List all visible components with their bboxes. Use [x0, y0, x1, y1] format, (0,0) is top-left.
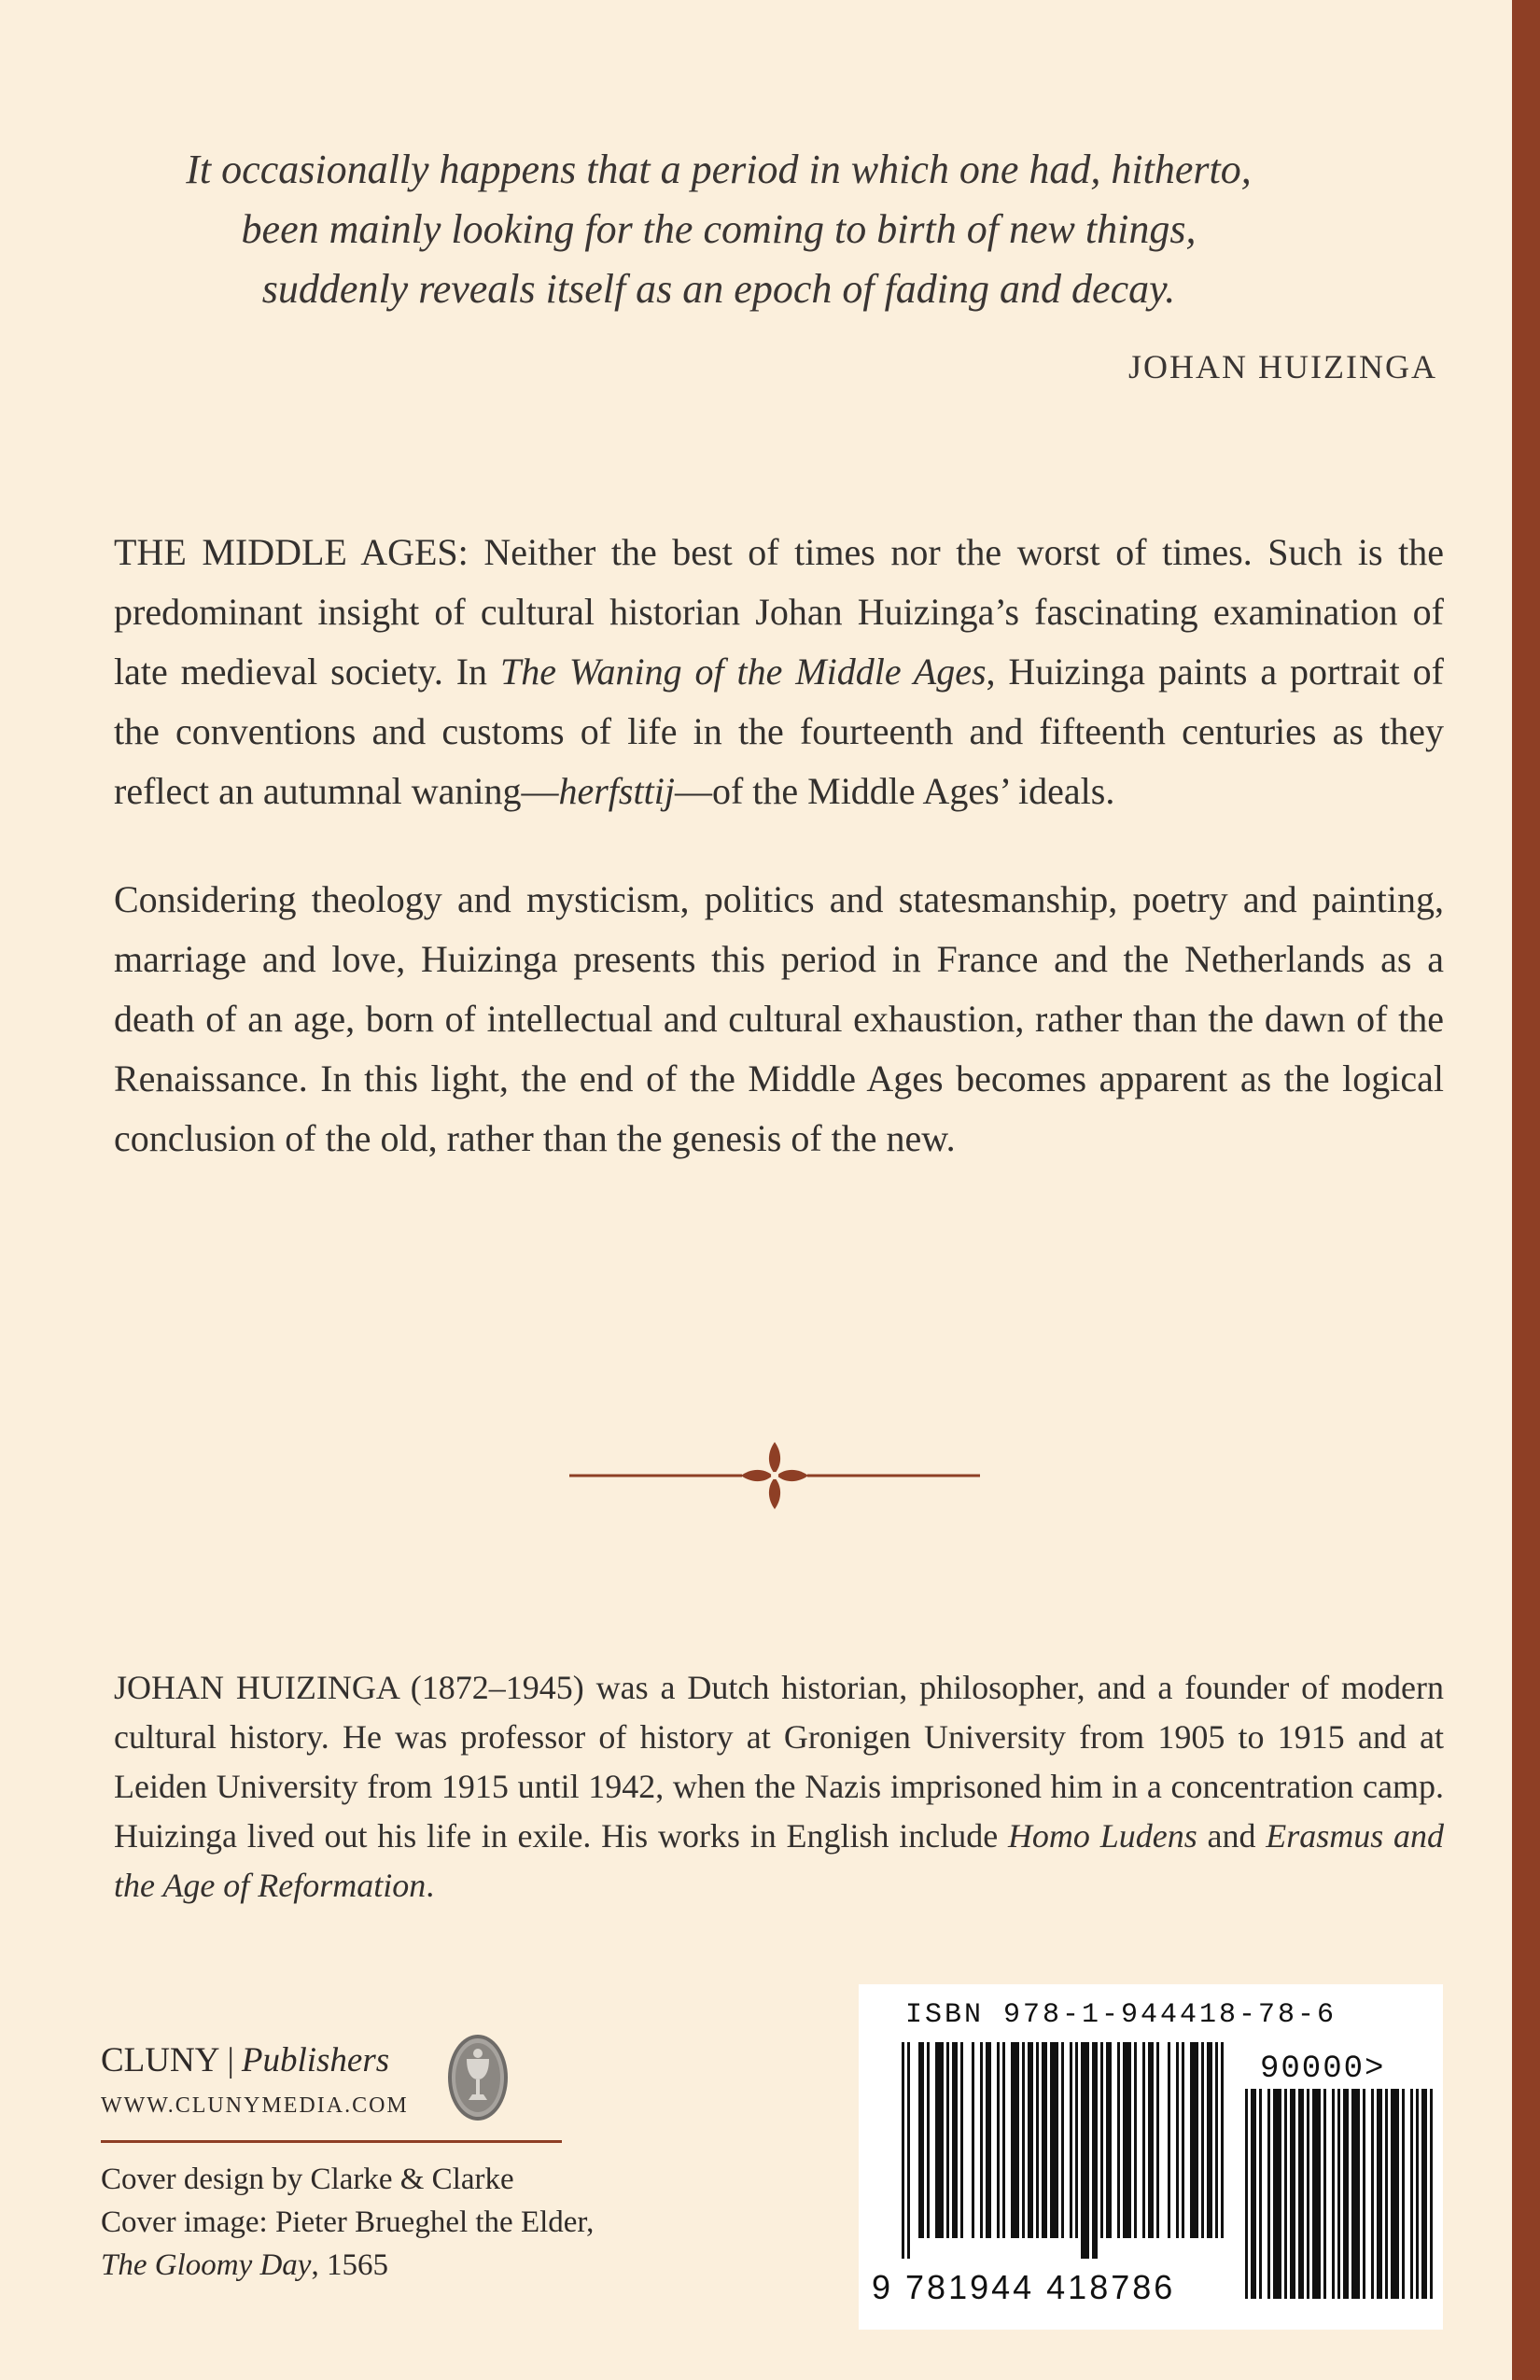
addon-barcode [1245, 2089, 1436, 2299]
bio-work-1: Homo Ludens [1007, 1817, 1197, 1855]
blurb-lead: THE MIDDLE AGES: Neither the best of times nor the worst of times. Such is the predominant insight of cultural historian Johan Huizinga’s fascinating examination of late medieval society. In [114, 531, 1444, 693]
painting-year: , 1565 [311, 2248, 388, 2282]
blurb-paragraph-2: Considering theology and mysticism, politics and statesmanship, poetry and painting, marriage and love, Huizinga presents this period in France and the Netherlands as a death of an age, born of intellectual and cultural exhaustion, rather than the dawn of the Renaissance. In this light, the end of the Middle Ages becomes apparent as the logical conclusion of the old, rather than the genesis of the new. [114, 878, 1444, 1159]
isbn-text: ISBN 978-1-944418-78-6 [905, 1999, 1337, 2031]
bio-paragraph [114, 1663, 1444, 1911]
blurb-mid: , Huizinga paints a portrait of the conventions and customs of life in the fourteenth and fifteenth centuries as they reflect an autumnal waning— [114, 651, 1444, 812]
bio-text: JOHAN HUIZINGA (1872–1945) was a Dutch historian, philosopher, and a founder of modern cultural history. He was professor of history at Gronigen University from 1905 to 1915 and at Leiden University from 1915 until 1942, when the Nazis imprisoned him in a concentration camp. Huizinga lived out his life in exile. His works in English include [114, 1669, 1444, 1855]
epigraph-author: JOHAN HUIZINGA [1128, 348, 1437, 385]
book-title: The Waning of the Middle Ages [499, 651, 987, 693]
barcode-box [859, 1984, 1443, 2330]
blurb-tail: —of the Middle Ages’ ideals. [674, 770, 1115, 812]
epigraph-line: It occasionally happens that a period in which one had, hitherto, [186, 147, 1252, 192]
blurb [114, 523, 1444, 1217]
author-bio [114, 1663, 1444, 1911]
epigraph-line: suddenly reveals itself as an epoch of fading and decay. [261, 266, 1176, 312]
credit-image: Cover image: Pieter Brueghel the Elder, [101, 2205, 595, 2239]
spine-band [1512, 0, 1540, 2380]
credit-painting-line [101, 2244, 623, 2287]
price-code: 90000> [1260, 2051, 1386, 2087]
bio-end: . [426, 1867, 435, 1904]
blurb-paragraph-1 [114, 523, 1444, 821]
credit-design: Cover design by Clarke & Clarke [101, 2163, 514, 2196]
epigraph-line: been mainly looking for the coming to birth of new things, [241, 206, 1197, 252]
publisher-label: Publishers [241, 2041, 390, 2079]
cover-credits [101, 2158, 623, 2287]
publisher-brand: CLUNY [101, 2041, 220, 2079]
epigraph [140, 140, 1297, 319]
ean-barcode [902, 2042, 1224, 2266]
bio-work-2: Erasmus and the Age of Reformation [114, 1817, 1444, 1904]
dutch-term: herfsttij [558, 770, 675, 812]
publisher-rule [101, 2140, 562, 2143]
ornament-divider [569, 1434, 980, 1518]
publisher-separator: | [227, 2041, 234, 2079]
painting-title: The Gloomy Day [101, 2248, 312, 2282]
publisher-url: WWW.CLUNYMEDIA.COM [101, 2093, 409, 2118]
chalice-seal-icon [446, 2033, 510, 2122]
ean-digits: 9 781944 418786 [872, 2268, 1176, 2306]
bio-and: and [1197, 1817, 1267, 1855]
